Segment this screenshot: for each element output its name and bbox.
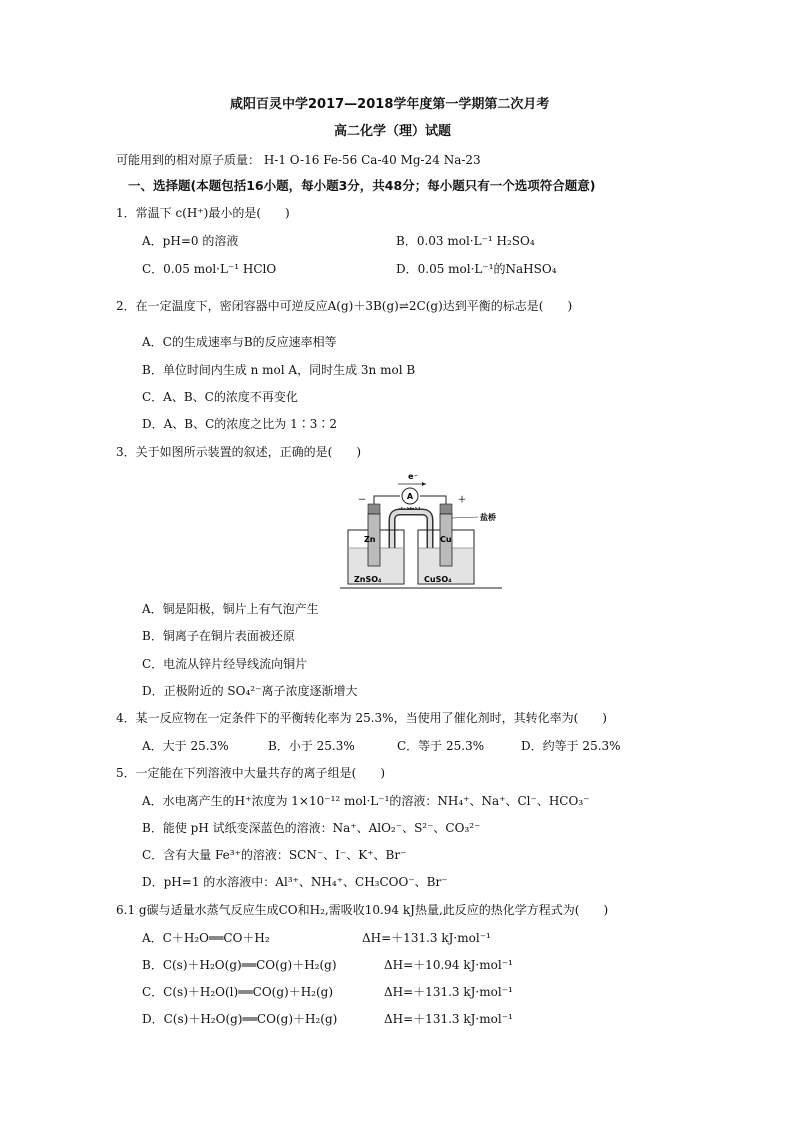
question-2-stem: 2．在一定温度下，密闭容器中可逆反应A(g)＋3B(g)⇌2C(g)达到平衡的标志是( ) [116,299,573,313]
question-1-option-d: D．0.05 mol·L⁻¹的NaHSO₄ [396,262,557,276]
question-4-option-c: C．等于 25.3% [397,739,485,753]
subject-title: 高二化学（理）试题 [334,124,452,139]
question-3-option-c: C．电流从锌片经导线流向铜片 [142,657,308,671]
minus-sign: － [358,495,366,504]
question-6-option-b-enthalpy: ΔH=＋10.94 kJ·mol⁻¹ [384,958,513,972]
question-6-option-c-equation: C．C(s)＋H₂O(l)══CO(g)＋H₂(g) [142,985,334,999]
question-3-option-b: B．铜离子在铜片表面被还原 [142,629,295,643]
question-1-option-b: B．0.03 mol·L⁻¹ H₂SO₄ [396,234,535,248]
ammeter-label: 电流计 [398,507,422,516]
question-1-stem: 1．常温下 c(H⁺)最小的是( ) [116,206,290,220]
question-6-option-a-enthalpy: ΔH=＋131.3 kJ·mol⁻¹ [362,931,491,945]
copper-sulfate-label: CuSO₄ [424,575,452,584]
question-6-option-a-equation: A．C＋H₂O══CO＋H₂ [142,931,270,945]
question-5-option-b: B．能使 pH 试纸变深蓝色的溶液：Na⁺、AlO₂⁻、S²⁻、CO₃²⁻ [142,821,481,835]
galvanic-cell-diagram [340,468,506,592]
question-5-stem: 5．一定能在下列溶液中大量共存的离子组是( ) [116,766,385,780]
question-4-option-a: A．大于 25.3% [142,739,229,753]
question-4-option-d: D．约等于 25.3% [521,739,621,753]
plus-sign: ＋ [458,495,466,504]
question-6-option-b-equation: B．C(s)＋H₂O(g)══CO(g)＋H₂(g) [142,958,337,972]
school-title: 咸阳百灵中学2017—2018学年度第一学期第二次月考 [230,97,550,112]
question-2-option-a: A．C的生成速率与B的反应速率相等 [142,335,337,349]
question-2-option-b: B．单位时间内生成 n mol A，同时生成 3n mol B [142,363,416,377]
section-title: 一、选择题(本题包括16小题，每小题3分，共48分；每小题只有一个选项符合题意) [128,178,596,193]
ammeter-letter: A [406,492,414,501]
question-6-option-d-enthalpy: ΔH=＋131.3 kJ·mol⁻¹ [384,1012,513,1026]
zinc-sulfate-label: ZnSO₄ [354,575,382,584]
question-5-option-c: C．含有大量 Fe³⁺的溶液：SCN⁻、I⁻、K⁺、Br⁻ [142,848,407,862]
salt-bridge-label: 盐桥 [480,513,496,522]
question-5-option-a: A．水电离产生的H⁺浓度为 1×10⁻¹² mol·L⁻¹的溶液：NH₄⁺、Na⁺、Cl⁻、HCO₃⁻ [142,794,590,808]
question-3-stem: 3．关于如图所示装置的叙述，正确的是( ) [116,445,361,459]
electron-label: e⁻ [408,472,418,481]
question-6-option-c-enthalpy: ΔH=＋131.3 kJ·mol⁻¹ [384,985,513,999]
question-3-option-a: A．铜是阳极，铜片上有气泡产生 [142,602,319,616]
zinc-electrode-label: Zn [364,535,376,544]
question-3-option-d: D．正极附近的 SO₄²⁻离子浓度逐渐增大 [142,684,358,698]
question-1-option-c: C．0.05 mol·L⁻¹ HClO [142,262,277,276]
question-6-option-d-equation: D．C(s)＋H₂O(g)══CO(g)＋H₂(g) [142,1012,338,1026]
atomic-masses: 可能用到的相对原子质量： H-1 O-16 Fe-56 Ca-40 Mg-24 Na-23 [116,153,481,167]
question-4-option-b: B．小于 25.3% [268,739,355,753]
copper-electrode-label: Cu [440,535,452,544]
question-1-option-a: A．pH=0 的溶液 [142,234,239,248]
question-4-stem: 4．某一反应物在一定条件下的平衡转化率为 25.3%，当使用了催化剂时，其转化率为( ) [116,711,607,725]
question-2-option-d: D．A、B、C的浓度之比为 1∶3∶2 [142,417,338,431]
question-2-option-c: C．A、B、C的浓度不再变化 [142,390,298,404]
question-6-stem: 6.1 g碳与适量水蒸气反应生成CO和H₂,需吸收10.94 kJ热量,此反应的热化学方程式为( ) [116,903,609,917]
question-5-option-d: D．pH=1 的水溶液中：Al³⁺、NH₄⁺、CH₃COO⁻、Br⁻ [142,875,448,889]
galvanic-cell-svg [340,468,506,592]
